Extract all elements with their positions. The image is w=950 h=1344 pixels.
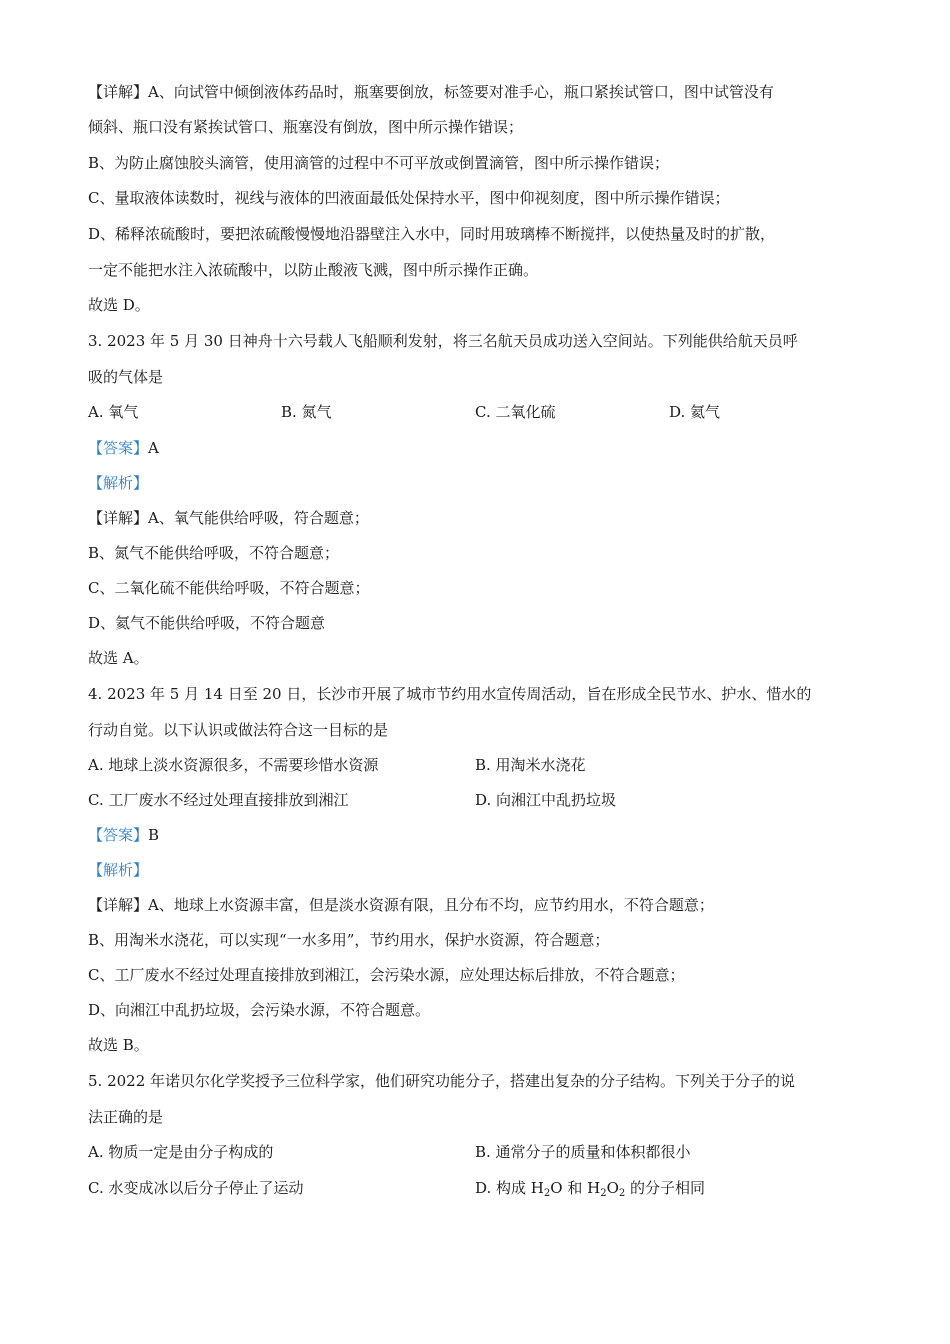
q4-detail-line-4: D、向湘江中乱扔垃圾，会污染水源，不符合题意。 [88, 1001, 431, 1019]
detail-text: A、向试管中倾倒液体药品时，瓶塞要倒放，标签要对准手心，瓶口紧挨试管口，图中试管没有 [148, 83, 774, 101]
q3-detail-line-3: C、二氧化硫不能供给呼吸，不符合题意； [88, 579, 370, 597]
q4-option-d: D. 向湘江中乱扔垃圾 [475, 791, 617, 809]
q3-detail-line-2: B、氮气不能供给呼吸，不符合题意； [88, 544, 340, 562]
q4-option-b: B. 用淘米水浇花 [475, 756, 586, 774]
q3-detail-line-1 [88, 508, 369, 528]
prev-detail-line-6: 一定不能把水注入浓硫酸中，以防止酸液飞溅，图中所示操作正确。 [88, 261, 539, 279]
q4-option-c: C. 工厂废水不经过处理直接排放到湘江 [88, 791, 349, 809]
option-d-prefix: D. 构成 H [475, 1179, 544, 1197]
q4-detail-line-3: C、工厂废水不经过处理直接排放到湘江，会污染水源，应处理达标后排放，不符合题意； [88, 966, 685, 984]
q4-stem-line-2: 行动自觉。以下认识或做法符合这一目标的是 [88, 721, 389, 739]
option-d-o: O [606, 1179, 619, 1197]
detail-text: A、地球上水资源丰富，但是淡水资源有限，且分布不均，应节约用水，不符合题意； [148, 896, 714, 914]
answer-value: B [148, 826, 160, 844]
option-d-mid: O 和 H [550, 1179, 601, 1197]
q5-stem-line-2: 法正确的是 [88, 1108, 164, 1126]
q4-detail-line-2: B、用淘米水浇花，可以实现“一水多用”，节约用水，保护水资源，符合题意； [88, 931, 610, 949]
q3-option-a: A. 氧气 [88, 403, 139, 421]
q4-choose: 故选 B。 [88, 1036, 149, 1054]
q4-analysis-tag: 【解析】 [88, 861, 149, 879]
detail-tag: 【详解】 [88, 896, 149, 914]
subscript: 2 [600, 1188, 607, 1199]
detail-tag: 【详解】 [88, 83, 149, 101]
subscript: 2 [618, 1188, 626, 1199]
prev-choose: 故选 D。 [88, 296, 150, 314]
q4-detail-line-1 [88, 895, 714, 915]
q3-option-b: B. 氮气 [281, 403, 332, 421]
answer-value: A [148, 439, 159, 457]
q3-choose: 故选 A。 [88, 649, 149, 667]
q3-stem-line-1: 3. 2023 年 5 月 30 日神舟十六号载人飞船顺利发射，将三名航天员成功送入空间站。下列能供给航天员呼 [88, 332, 798, 350]
option-d-suffix: 的分子相同 [625, 1179, 706, 1197]
q3-stem-line-2: 吸的气体是 [88, 368, 164, 386]
q3-option-c: C. 二氧化硫 [475, 403, 556, 421]
q5-option-a: A. 物质一定是由分子构成的 [88, 1143, 274, 1161]
subscript: 2 [543, 1188, 551, 1199]
q5-stem-line-1: 5. 2022 年诺贝尔化学奖授予三位科学家，他们研究功能分子，搭建出复杂的分子结构。下列关于分子的说 [88, 1072, 796, 1090]
q5-option-b: B. 通常分子的质量和体积都很小 [475, 1143, 691, 1161]
q3-answer [88, 438, 159, 458]
answer-tag: 【答案】 [88, 826, 149, 844]
q3-analysis-tag: 【解析】 [88, 474, 149, 492]
prev-detail-line-2: 倾斜、瓶口没有紧挨试管口、瓶塞没有倒放，图中所示操作错误； [88, 118, 524, 136]
prev-detail-line-3: B、为防止腐蚀胶头滴管，使用滴管的过程中不可平放或倒置滴管，图中所示操作错误； [88, 154, 670, 172]
detail-text: A、氧气能供给呼吸，符合题意； [148, 509, 369, 527]
q3-detail-line-4: D、氦气不能供给呼吸，不符合题意 [88, 614, 326, 632]
answer-tag: 【答案】 [88, 439, 149, 457]
q3-option-d: D. 氦气 [669, 403, 721, 421]
detail-tag: 【详解】 [88, 509, 149, 527]
q4-answer [88, 825, 159, 845]
q5-option-c: C. 水变成冰以后分子停止了运动 [88, 1179, 304, 1197]
prev-detail-line-1 [88, 82, 774, 102]
q4-option-a: A. 地球上淡水资源很多，不需要珍惜水资源 [88, 756, 379, 774]
prev-detail-line-5: D、稀释浓硫酸时，要把浓硫酸慢慢地沿器壁注入水中，同时用玻璃棒不断搅拌，以使热量及时的扩散， [88, 225, 776, 243]
prev-detail-line-4: C、量取液体读数时，视线与液体的凹液面最低处保持水平，图中仰视刻度，图中所示操作错误； [88, 189, 730, 207]
q5-option-d [475, 1178, 705, 1198]
q4-stem-line-1: 4. 2023 年 5 月 14 日至 20 日，长沙市开展了城市节约用水宣传周活动，旨在形成全民节水、护水、惜水的 [88, 685, 812, 703]
